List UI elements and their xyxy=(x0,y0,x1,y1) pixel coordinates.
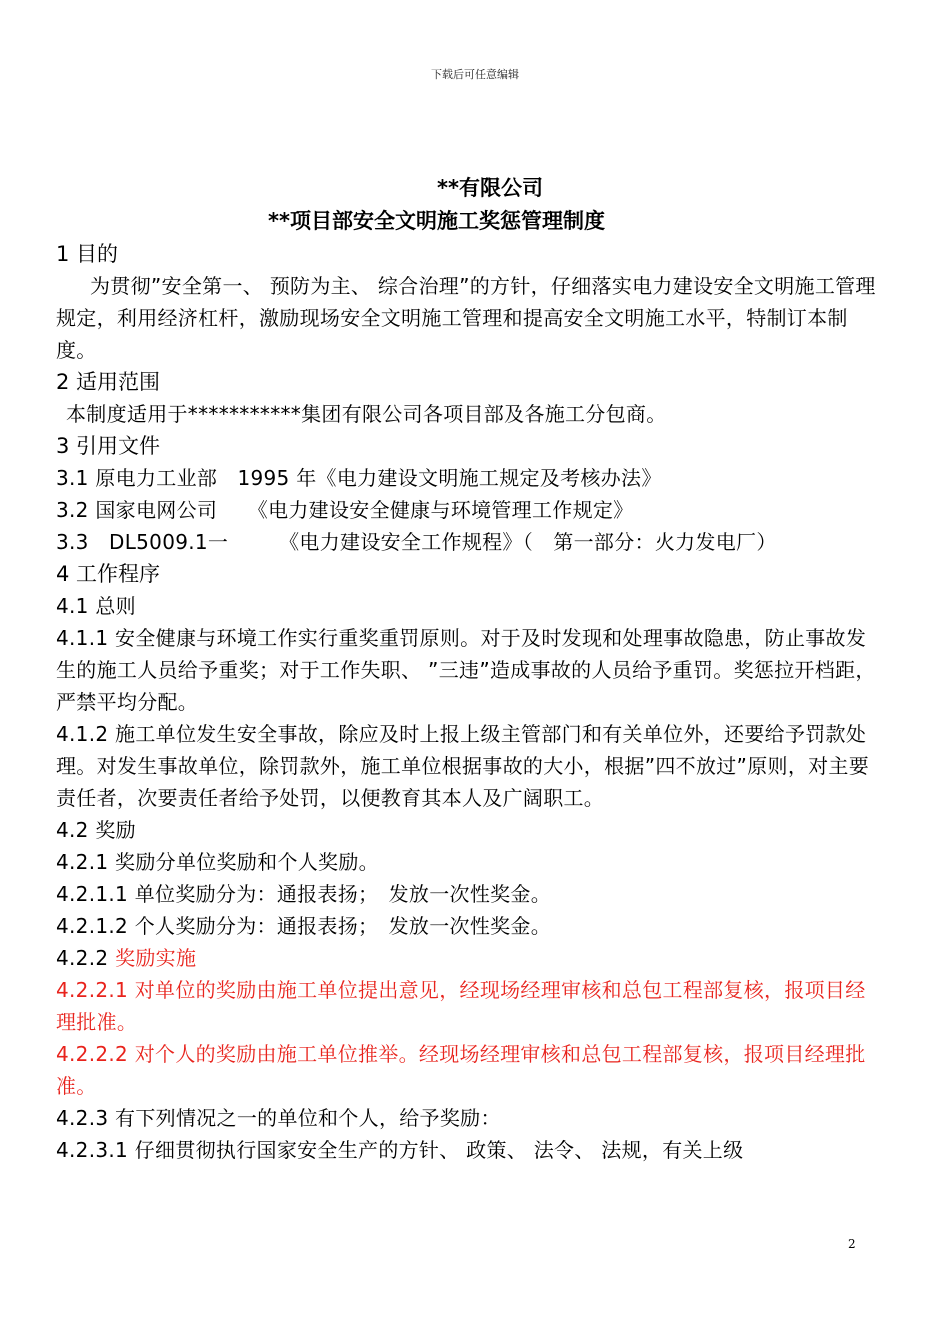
section-3-2: 3.2 国家电网公司 《电力建设安全健康与环境管理工作规定》 xyxy=(56,498,634,522)
section-1-body: 为贯彻”安全第一、 预防为主、 综合治理”的方针，仔细落实电力建设安全文明施工管理规定，利用经济杠杆，激励现场安全文明施工管理和提高安全文明施工水平，特制订本制度。 xyxy=(56,274,876,362)
section-4-1-1: 4.1.1 安全健康与环境工作实行重奖重罚原则。对于及时发现和处理事故隐患，防止事故发生的施工人员给予重奖；对于工作失职、 ”三违”造成事故的人员给予重罚。奖惩拉开档距，严禁平均分配。 xyxy=(56,626,876,714)
section-3-3: 3.3 DL5009.1一 《电力建设安全工作规程》（ 第一部分：火力发电厂） xyxy=(56,530,777,554)
section-3-1: 3.1 原电力工业部 1995 年《电力建设文明施工规定及考核办法》 xyxy=(56,466,662,490)
title-company: **有限公司 xyxy=(437,176,543,200)
page-number: 2 xyxy=(848,1237,856,1251)
section-4-heading: 4 工作程序 xyxy=(56,562,161,586)
section-4-2: 4.2 奖励 xyxy=(56,818,136,842)
section-4-2-2-number: 4.2.2 xyxy=(56,946,109,970)
section-4-2-1-1: 4.2.1.1 单位奖励分为：通报表扬； 发放一次性奖金。 xyxy=(56,882,552,906)
section-4-2-2-text: 奖励实施 xyxy=(115,946,197,970)
section-2-body: 本制度适用于***********集团有限公司各项目部及各施工分包商。 xyxy=(66,402,667,426)
section-4-1-2: 4.1.2 施工单位发生安全事故，除应及时上报上级主管部门和有关单位外，还要给予罚款处理。对发生事故单位，除罚款外，施工单位根据事故的大小，根据”四不放过”原则，对主要责任者，次要责任者给予处罚，以便教育其本人及广阔职工。 xyxy=(56,722,870,810)
section-4-2-3-1: 4.2.3.1 仔细贯彻执行国家安全生产的方针、 政策、 法令、 法规，有关上级 xyxy=(56,1138,744,1162)
title-document: **项目部安全文明施工奖惩管理制度 xyxy=(268,209,605,233)
section-3-heading: 3 引用文件 xyxy=(56,434,161,458)
section-4-1: 4.1 总则 xyxy=(56,594,136,618)
section-4-2-2-1: 4.2.2.1 对单位的奖励由施工单位提出意见，经现场经理审核和总包工程部复核，报项目经理批准。 xyxy=(56,978,866,1034)
section-1-heading: 1 目的 xyxy=(56,242,119,266)
document-body xyxy=(56,238,876,1166)
section-4-2-2 xyxy=(56,942,876,974)
section-4-2-3: 4.2.3 有下列情况之一的单位和个人，给予奖励： xyxy=(56,1106,501,1130)
header-note: 下载后可任意编辑 xyxy=(431,68,519,81)
section-4-2-1-2: 4.2.1.2 个人奖励分为：通报表扬； 发放一次性奖金。 xyxy=(56,914,552,938)
section-2-heading: 2 适用范围 xyxy=(56,370,161,394)
section-4-2-1: 4.2.1 奖励分单位奖励和个人奖励。 xyxy=(56,850,379,874)
section-4-2-2-2: 4.2.2.2 对个人的奖励由施工单位推举。经现场经理审核和总包工程部复核，报项目经理批准。 xyxy=(56,1042,866,1098)
